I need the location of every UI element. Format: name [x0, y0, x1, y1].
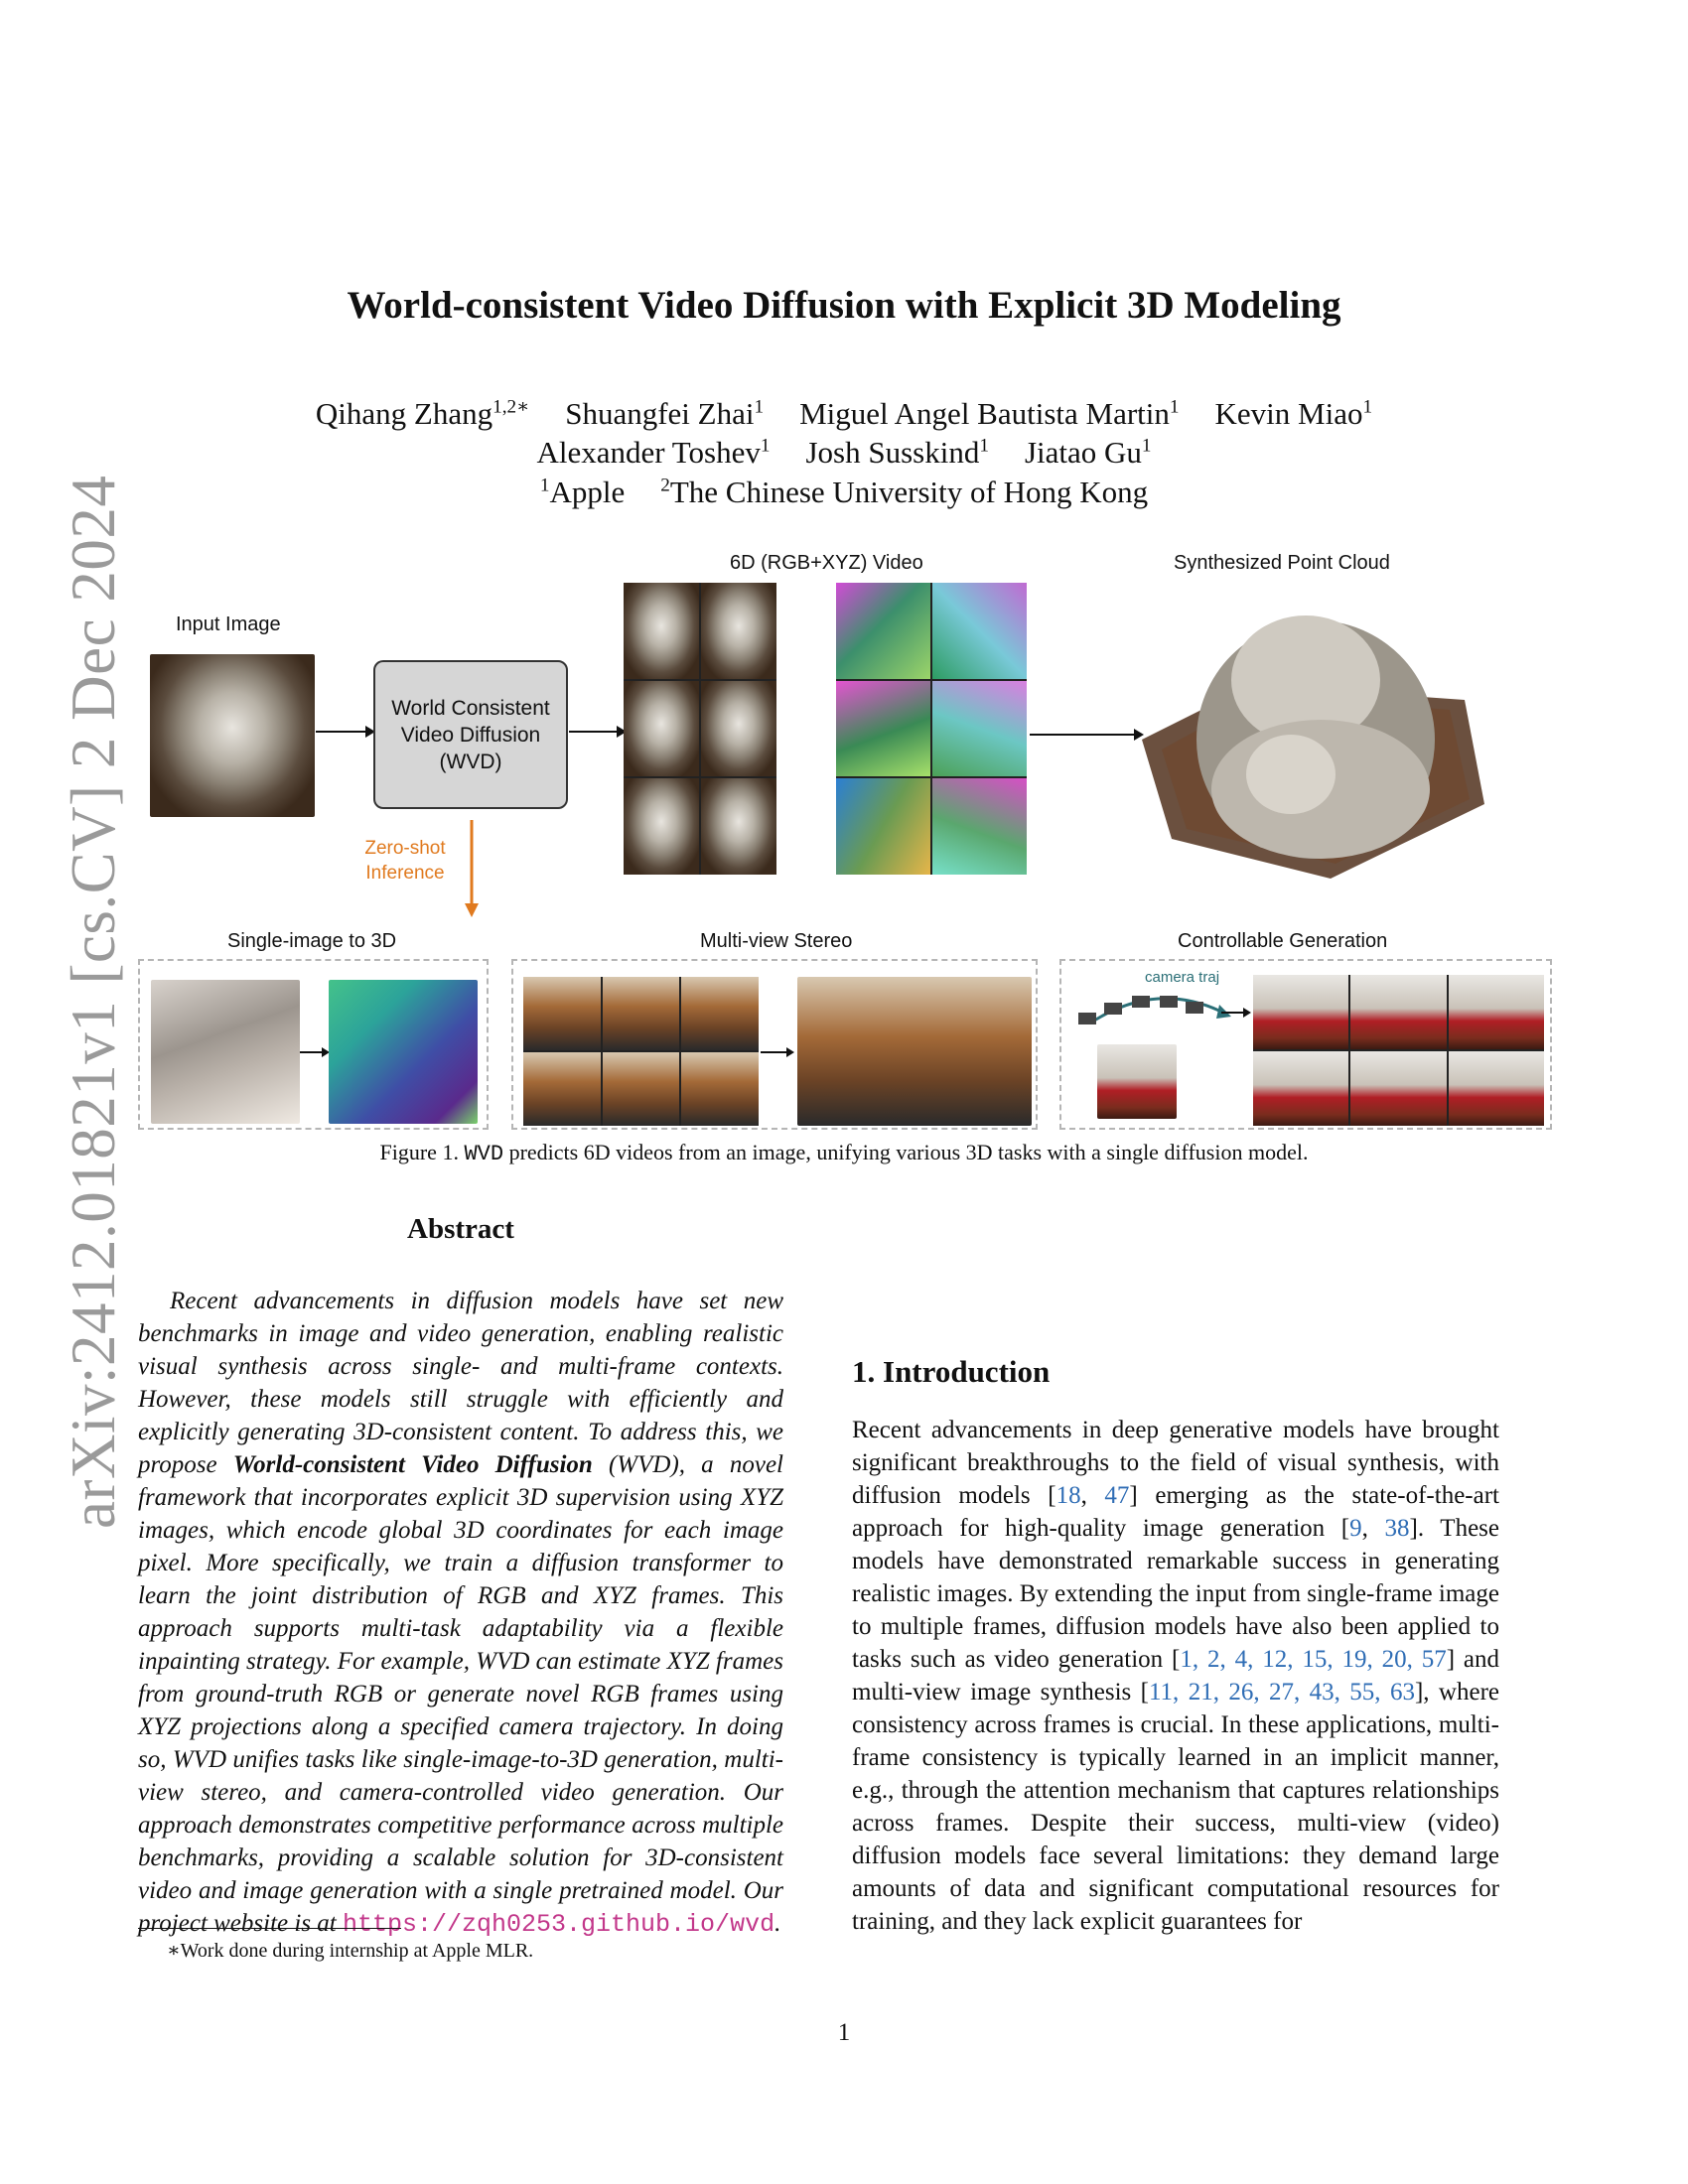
kitchen-view	[681, 977, 759, 1050]
intro-heading: 1. Introduction	[852, 1354, 1051, 1389]
authors-line-2	[0, 435, 1688, 471]
author-name: Alexander Toshev$^1$	[536, 435, 771, 470]
citation-link[interactable]: 38	[1384, 1515, 1410, 1542]
kitchen-view	[603, 1052, 680, 1126]
citation-link[interactable]: 47	[1104, 1482, 1130, 1509]
panel-controllable-label: Controllable Generation	[1178, 930, 1388, 952]
page-number: 1	[837, 2019, 851, 2046]
citation-link[interactable]: 9	[1349, 1515, 1362, 1542]
xyz-frame	[932, 778, 1027, 875]
author-name: Qihang Zhang$^{1,2∗}$	[315, 396, 530, 432]
rgb-frame	[701, 778, 776, 875]
figure-caption	[0, 1140, 1688, 1166]
author-name: Kevin Miao$^1$	[1214, 396, 1373, 432]
kitchen-view	[523, 1052, 601, 1126]
intro-text-3: ]. These models have demonstrated remarkable success in generating realistic images. By extending the input from single-frame image to multiple frames, diffusion models have also been applied to tasks such as video generation [	[852, 1515, 1499, 1673]
room-frame	[1350, 975, 1446, 1049]
kitchen-reconstruction	[797, 977, 1032, 1126]
video-label: 6D (RGB+XYZ) Video	[730, 552, 923, 574]
citation-link[interactable]: 18	[1055, 1482, 1081, 1509]
camera-trajectory-icon	[1074, 983, 1243, 1032]
rgb-frame	[701, 681, 776, 777]
abstract-bold-term: World-consistent Video Diffusion	[232, 1451, 593, 1478]
kitchen-view	[523, 977, 601, 1050]
abstract-body	[138, 1285, 783, 1941]
footnote: ∗Work done during internship at Apple MLR.	[167, 1940, 534, 1962]
camera-traj-label: camera traj	[1145, 969, 1220, 986]
footnote-rule	[138, 1928, 401, 1929]
abstract-text-2: (WVD), a novel framework that incorporates explicit 3D supervision using XYZ images, which encode global 3D coordinates for each image pixel. More specifically, we train a diffusion transformer to learn the joint distribution of RGB and XYZ frames. This approach supports multi-task adaptability via a flexible inpainting strategy. For example, WVD can estimate XYZ frames from ground-truth RGB or generate novel RGB frames using XYZ projections along a specified camera trajectory. In doing so, WVD unifies tasks like single-image-to-3D generation, multi-view stereo, and camera-controlled video generation. Our approach demonstrates competitive performance across multiple benchmarks, providing a scalable solution for 3D-consistent video and image generation with a single pretrained model. Our project website is at	[138, 1451, 783, 1937]
abstract-end: .	[774, 1910, 781, 1937]
xyz-depth-image	[329, 980, 478, 1124]
rgb-frame	[624, 583, 699, 679]
kitchen-view	[603, 977, 680, 1050]
input-room-image	[1097, 1044, 1177, 1119]
author-name: Miguel Angel Bautista Martin$^1$	[799, 396, 1180, 432]
abstract-text-1: Recent advancements in diffusion models have set new benchmarks in image and video generation, enabling realistic visual synthesis across single- and multi-frame contexts. However, these models still struggle with efficiently and explicitly generating 3D-consistent content. To address this, we propose	[138, 1288, 783, 1478]
zero-shot-arrow	[462, 820, 482, 917]
authors-line-1	[0, 395, 1688, 432]
arrow-to-video	[569, 722, 627, 742]
author-name: Jiatao Gu$^1$	[1024, 435, 1152, 470]
xyz-frame	[836, 681, 930, 777]
input-image-label: Input Image	[176, 614, 281, 635]
intro-body: Recent advancements in deep generative models have brought significant breakthroughs to the field of visual synthesis, with diffusion models [18, 47] emerging as the state-of-the-art approach for high-quality image generation [9, 38]. These models have demonstrated remarkable success in generating realistic images. By extending the input from single-frame image to multiple frames, diffusion models have also been applied to tasks such as video generation [1, 2, 4, 12, 15, 19, 20, 57] and multi-view image synthesis [11, 21, 26, 27, 43, 55, 63], where consistency across frames is crucial. In these applications, multi-frame consistency is typically learned in an implicit manner, e.g., through the attention mechanism that captures relationships across frames. Despite their success, multi-view (video) diffusion models face several limitations: they demand large amounts of data and significant computational resources for training, and they lack explicit guarantees for	[852, 1417, 1500, 1935]
kitchen-views-grid	[523, 977, 759, 1126]
panel-single-image-label: Single-image to 3D	[227, 930, 397, 952]
room-frame	[1253, 975, 1348, 1049]
affiliations	[0, 475, 1688, 510]
intro-text-1: Recent advancements in deep generative models have brought significant breakthroughs to the field of visual synthesis, with diffusion models [	[852, 1417, 1499, 1509]
toy-truck-image	[151, 980, 300, 1124]
panel1-arrow	[300, 1042, 330, 1062]
room-frame	[1449, 975, 1544, 1049]
xyz-frame	[932, 681, 1027, 777]
caption-code: WVD	[464, 1142, 504, 1166]
caption-prefix: Figure 1.	[379, 1140, 459, 1164]
rgb-frames-grid	[624, 583, 776, 875]
arrow-to-point-cloud	[1030, 725, 1144, 745]
xyz-frame	[836, 583, 930, 679]
xyz-frames-grid	[836, 583, 1027, 875]
author-name: Shuangfei Zhai$^1$	[565, 396, 765, 432]
caption-text: predicts 6D videos from an image, unifying various 3D tasks with a single diffusion model.	[508, 1140, 1309, 1164]
room-frame	[1253, 1051, 1348, 1126]
rgb-frame	[624, 681, 699, 777]
rgb-frame	[624, 778, 699, 875]
intro-text-2: ] emerging as the state-of-the-art approach for high-quality image generation [	[852, 1482, 1499, 1542]
affiliation: $^2$The Chinese University of Hong Kong	[660, 475, 1149, 509]
xyz-frame	[932, 583, 1027, 679]
author-name: Josh Susskind$^1$	[805, 435, 989, 470]
affiliation: $^1$Apple	[539, 475, 626, 509]
rgb-frame	[701, 583, 776, 679]
room-frame	[1350, 1051, 1446, 1126]
citation-links-video[interactable]: 1, 2, 4, 12, 15, 19, 20, 57	[1180, 1646, 1447, 1673]
zero-shot-label: Zero-shot Inference	[364, 838, 446, 884]
intro-text-4: ] and multi-view image synthesis [	[852, 1646, 1500, 1706]
generated-room-frames	[1253, 975, 1544, 1126]
wvd-model-box: World Consistent Video Diffusion (WVD)	[373, 660, 568, 809]
kitchen-view	[681, 1052, 759, 1126]
paper-title: World-consistent Video Diffusion with Explicit 3D Modeling	[347, 284, 1341, 327]
point-cloud-label: Synthesized Point Cloud	[1174, 552, 1390, 574]
input-image	[150, 654, 315, 817]
project-url-link[interactable]: https://zqh0253.github.io/wvd	[343, 1910, 775, 1939]
panel-multi-view-label: Multi-view Stereo	[700, 930, 853, 952]
point-cloud-image	[1132, 591, 1484, 879]
abstract-heading: Abstract	[407, 1213, 514, 1245]
arrow-to-wvd	[316, 722, 375, 742]
room-frame	[1449, 1051, 1544, 1126]
panel2-arrow	[761, 1042, 794, 1062]
panel3-arrow	[1221, 1003, 1251, 1023]
intro-text-5: ], where consistency across frames is crucial. In these applications, multi-frame consistency is typically learned in an implicit manner, e.g., through the attention mechanism that captures relationships across frames. Despite their success, multi-view (video) diffusion models face several limitations: they demand large amounts of data and significant computational resources for training, and they lack explicit guarantees for	[852, 1679, 1499, 1935]
xyz-frame	[836, 778, 930, 875]
arxiv-sidebar-stamp: arXiv:2412.01821v1 [cs.CV] 2 Dec 2024	[59, 475, 128, 1529]
citation-links-multiview[interactable]: 11, 21, 26, 27, 43, 55, 63	[1148, 1679, 1415, 1706]
